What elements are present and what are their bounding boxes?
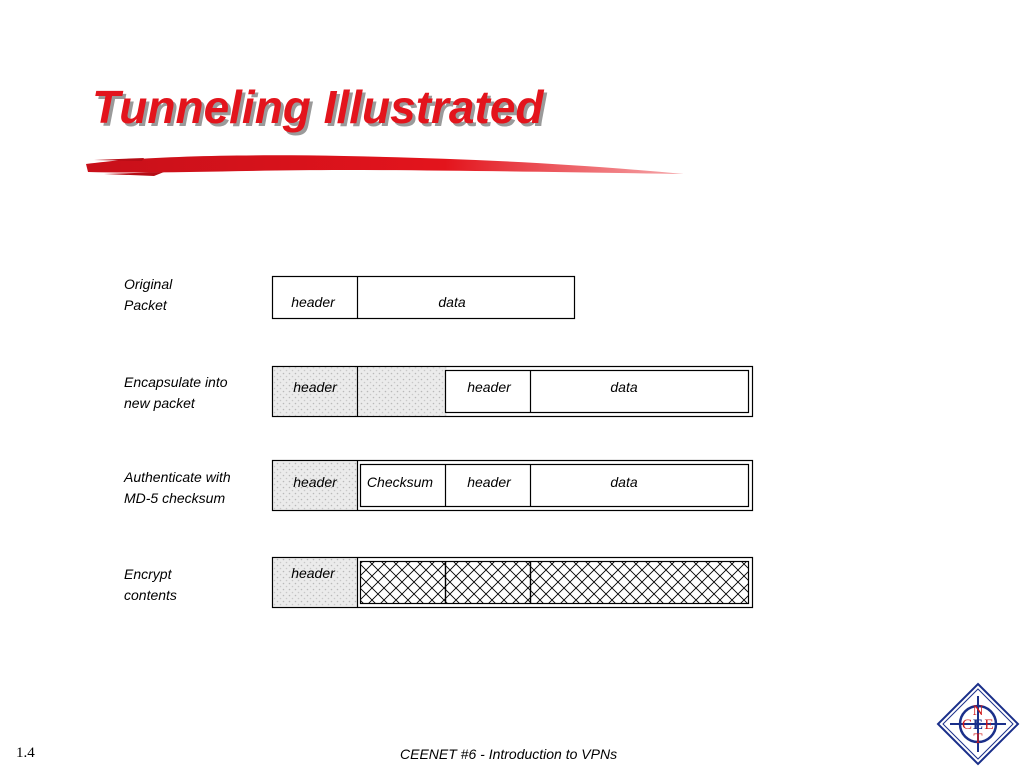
cell-checksum: Checksum bbox=[366, 474, 434, 490]
cell-outer-header: header bbox=[293, 379, 337, 395]
cell-data: data bbox=[610, 379, 638, 395]
row-label-authenticate: Authenticate with MD-5 checksum bbox=[124, 469, 231, 506]
cell-data: data bbox=[610, 474, 638, 490]
packet-encrypted bbox=[273, 558, 753, 608]
cell-header: header bbox=[291, 294, 335, 310]
logo-letter-n: N bbox=[972, 703, 984, 719]
footer-title: CEENET #6 - Introduction to VPNs bbox=[400, 746, 618, 762]
cell-outer-header: header bbox=[291, 565, 335, 581]
ceenet-logo bbox=[936, 682, 1020, 766]
row-label-encrypt: Encrypt contents bbox=[124, 566, 177, 603]
page-number: 1.4 bbox=[16, 745, 35, 761]
slide-title: Tunneling Illustrated bbox=[92, 81, 544, 133]
packet-encapsulated bbox=[273, 367, 753, 417]
logo-letter-t: T bbox=[973, 731, 983, 747]
packet-original bbox=[273, 277, 575, 319]
logo-letter-e2: E bbox=[984, 717, 994, 733]
logo-letter-e1: E bbox=[972, 717, 984, 733]
cell-header: header bbox=[467, 474, 511, 490]
row-label-original-packet: Original Packet bbox=[124, 276, 173, 313]
cell-header: header bbox=[467, 379, 511, 395]
logo-letter-c: C bbox=[961, 717, 973, 733]
cell-data: data bbox=[438, 294, 466, 310]
cell-outer-header: header bbox=[293, 474, 337, 490]
packet-authenticated bbox=[273, 461, 753, 511]
row-label-encapsulate: Encapsulate into new packet bbox=[124, 374, 228, 411]
